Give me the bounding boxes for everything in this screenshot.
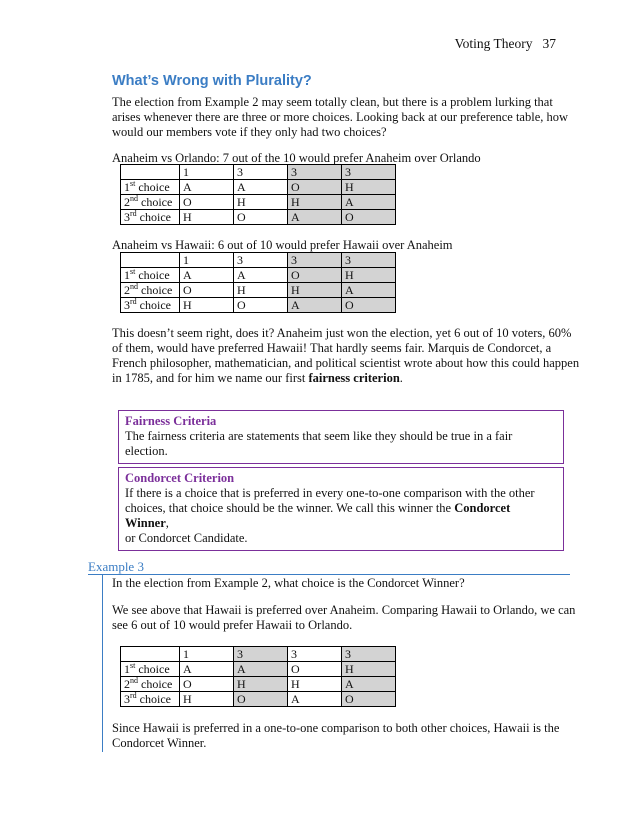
voter-count: 3 — [234, 253, 288, 268]
table-cell: A — [288, 692, 342, 707]
comparison-anaheim-orlando: Anaheim vs Orlando: 7 out of the 10 would prefer Anaheim over Orlando — [112, 151, 481, 165]
table-row — [121, 677, 396, 692]
row-label: 1st choice — [121, 662, 180, 677]
preference-table-1 — [120, 164, 396, 225]
intro-line: arises whenever there are three or more choices. Looking back at our preference table, how — [112, 110, 569, 124]
table-cell: A — [234, 180, 288, 195]
table-cell: H — [288, 195, 342, 210]
intro-paragraph — [112, 95, 582, 140]
table-row — [121, 268, 396, 283]
table-cell: H — [288, 283, 342, 298]
example-divider — [88, 574, 570, 575]
table-row — [121, 662, 396, 677]
table-header-row — [121, 253, 396, 268]
row-label: 3rd choice — [121, 210, 180, 225]
condorcet-winner-term: Condorcet Winner — [125, 501, 511, 530]
table-cell: H — [288, 677, 342, 692]
table-header-row — [121, 647, 396, 662]
table-cell: H — [342, 268, 396, 283]
table-cell: H — [234, 283, 288, 298]
voter-count: 1 — [180, 165, 234, 180]
table-cell: A — [288, 298, 342, 313]
table-row — [121, 298, 396, 313]
table-cell: H — [180, 210, 234, 225]
example-label: Example 3 — [88, 559, 144, 574]
voter-count: 3 — [342, 253, 396, 268]
table-cell: A — [180, 662, 234, 677]
table-row — [121, 195, 396, 210]
row-label: 1st choice — [121, 180, 180, 195]
table-cell: A — [180, 268, 234, 283]
example-question: In the election from Example 2, what choice is the Condorcet Winner? — [112, 576, 465, 590]
table-cell: O — [234, 692, 288, 707]
preference-table-3 — [120, 646, 396, 707]
table-cell: O — [234, 298, 288, 313]
box-body: The fairness criteria are statements that seem like they should be true in a fair election. — [125, 429, 513, 458]
table-cell: O — [288, 268, 342, 283]
header-title: Voting Theory — [454, 36, 533, 51]
preference-table-2 — [120, 252, 396, 313]
table-cell: H — [180, 692, 234, 707]
box-title: Condorcet Criterion — [125, 471, 235, 485]
condorcet-criterion-box: Condorcet Criterion If there is a choice that is preferred in every one-to-one comparison with the other choices, that choice should be the winner. We call this winner the Condorcet Winner, or Condorcet Candidate. — [118, 467, 564, 551]
row-label: 2nd choice — [121, 195, 180, 210]
voter-count: 3 — [288, 647, 342, 662]
table-cell: A — [234, 662, 288, 677]
row-label: 2nd choice — [121, 283, 180, 298]
page-number: 37 — [542, 36, 556, 51]
fairness-criterion-term: fairness criterion — [308, 371, 400, 385]
analysis-paragraph: This doesn’t seem right, does it? Anaheim just won the election, yet 6 out of 10 voters, 60% of them, would have preferred Hawaii! That hardly seems fair. Marquis de Condorcet, a French philosopher, mathematician, and political scientist wrote about how this could happen in 1785, and for him we name our first fairness criterion. — [112, 326, 580, 385]
example-paragraph: We see above that Hawaii is preferred over Anaheim. Comparing Hawaii to Orlando, we can see 6 out of 10 would prefer Hawaii to Orlando. — [112, 603, 576, 632]
table-cell: H — [234, 677, 288, 692]
table-cell: O — [342, 692, 396, 707]
table-row — [121, 692, 396, 707]
table-cell: H — [180, 298, 234, 313]
table-header-row — [121, 165, 396, 180]
intro-line: would our members vote if they only had two choices? — [112, 125, 387, 139]
example-side-bar — [102, 574, 103, 752]
table-cell: O — [180, 283, 234, 298]
table-cell: O — [288, 180, 342, 195]
voter-count: 3 — [234, 647, 288, 662]
comparison-anaheim-hawaii: Anaheim vs Hawaii: 6 out of 10 would prefer Hawaii over Anaheim — [112, 238, 453, 252]
table-cell: H — [234, 195, 288, 210]
table-cell: O — [180, 677, 234, 692]
table-cell: A — [342, 677, 396, 692]
box-title: Fairness Criteria — [125, 414, 217, 428]
voter-count: 3 — [288, 253, 342, 268]
table-cell: O — [234, 210, 288, 225]
voter-count: 3 — [288, 165, 342, 180]
table-row — [121, 283, 396, 298]
running-header — [455, 36, 556, 52]
row-label: 3rd choice — [121, 298, 180, 313]
table-cell: O — [342, 298, 396, 313]
row-label: 3rd choice — [121, 692, 180, 707]
voter-count: 3 — [342, 647, 396, 662]
table-cell: A — [234, 268, 288, 283]
table-row — [121, 180, 396, 195]
voter-count: 1 — [180, 253, 234, 268]
section-title: What’s Wrong with Plurality? — [112, 73, 312, 89]
table-cell: O — [180, 195, 234, 210]
table-cell: A — [342, 195, 396, 210]
table-cell: O — [342, 210, 396, 225]
table-row — [121, 210, 396, 225]
example-conclusion: Since Hawaii is preferred in a one-to-one comparison to both other choices, Hawaii is the Condorcet Winner. — [112, 721, 560, 750]
voter-count: 3 — [234, 165, 288, 180]
row-label: 1st choice — [121, 268, 180, 283]
table-cell: H — [342, 662, 396, 677]
table-cell: A — [288, 210, 342, 225]
intro-line: The election from Example 2 may seem totally clean, but there is a problem lurking that — [112, 95, 553, 109]
table-cell: A — [342, 283, 396, 298]
table-cell: H — [342, 180, 396, 195]
table-cell: O — [288, 662, 342, 677]
fairness-criteria-box — [118, 410, 564, 464]
voter-count: 3 — [342, 165, 396, 180]
voter-count: 1 — [180, 647, 234, 662]
row-label: 2nd choice — [121, 677, 180, 692]
table-cell: A — [180, 180, 234, 195]
